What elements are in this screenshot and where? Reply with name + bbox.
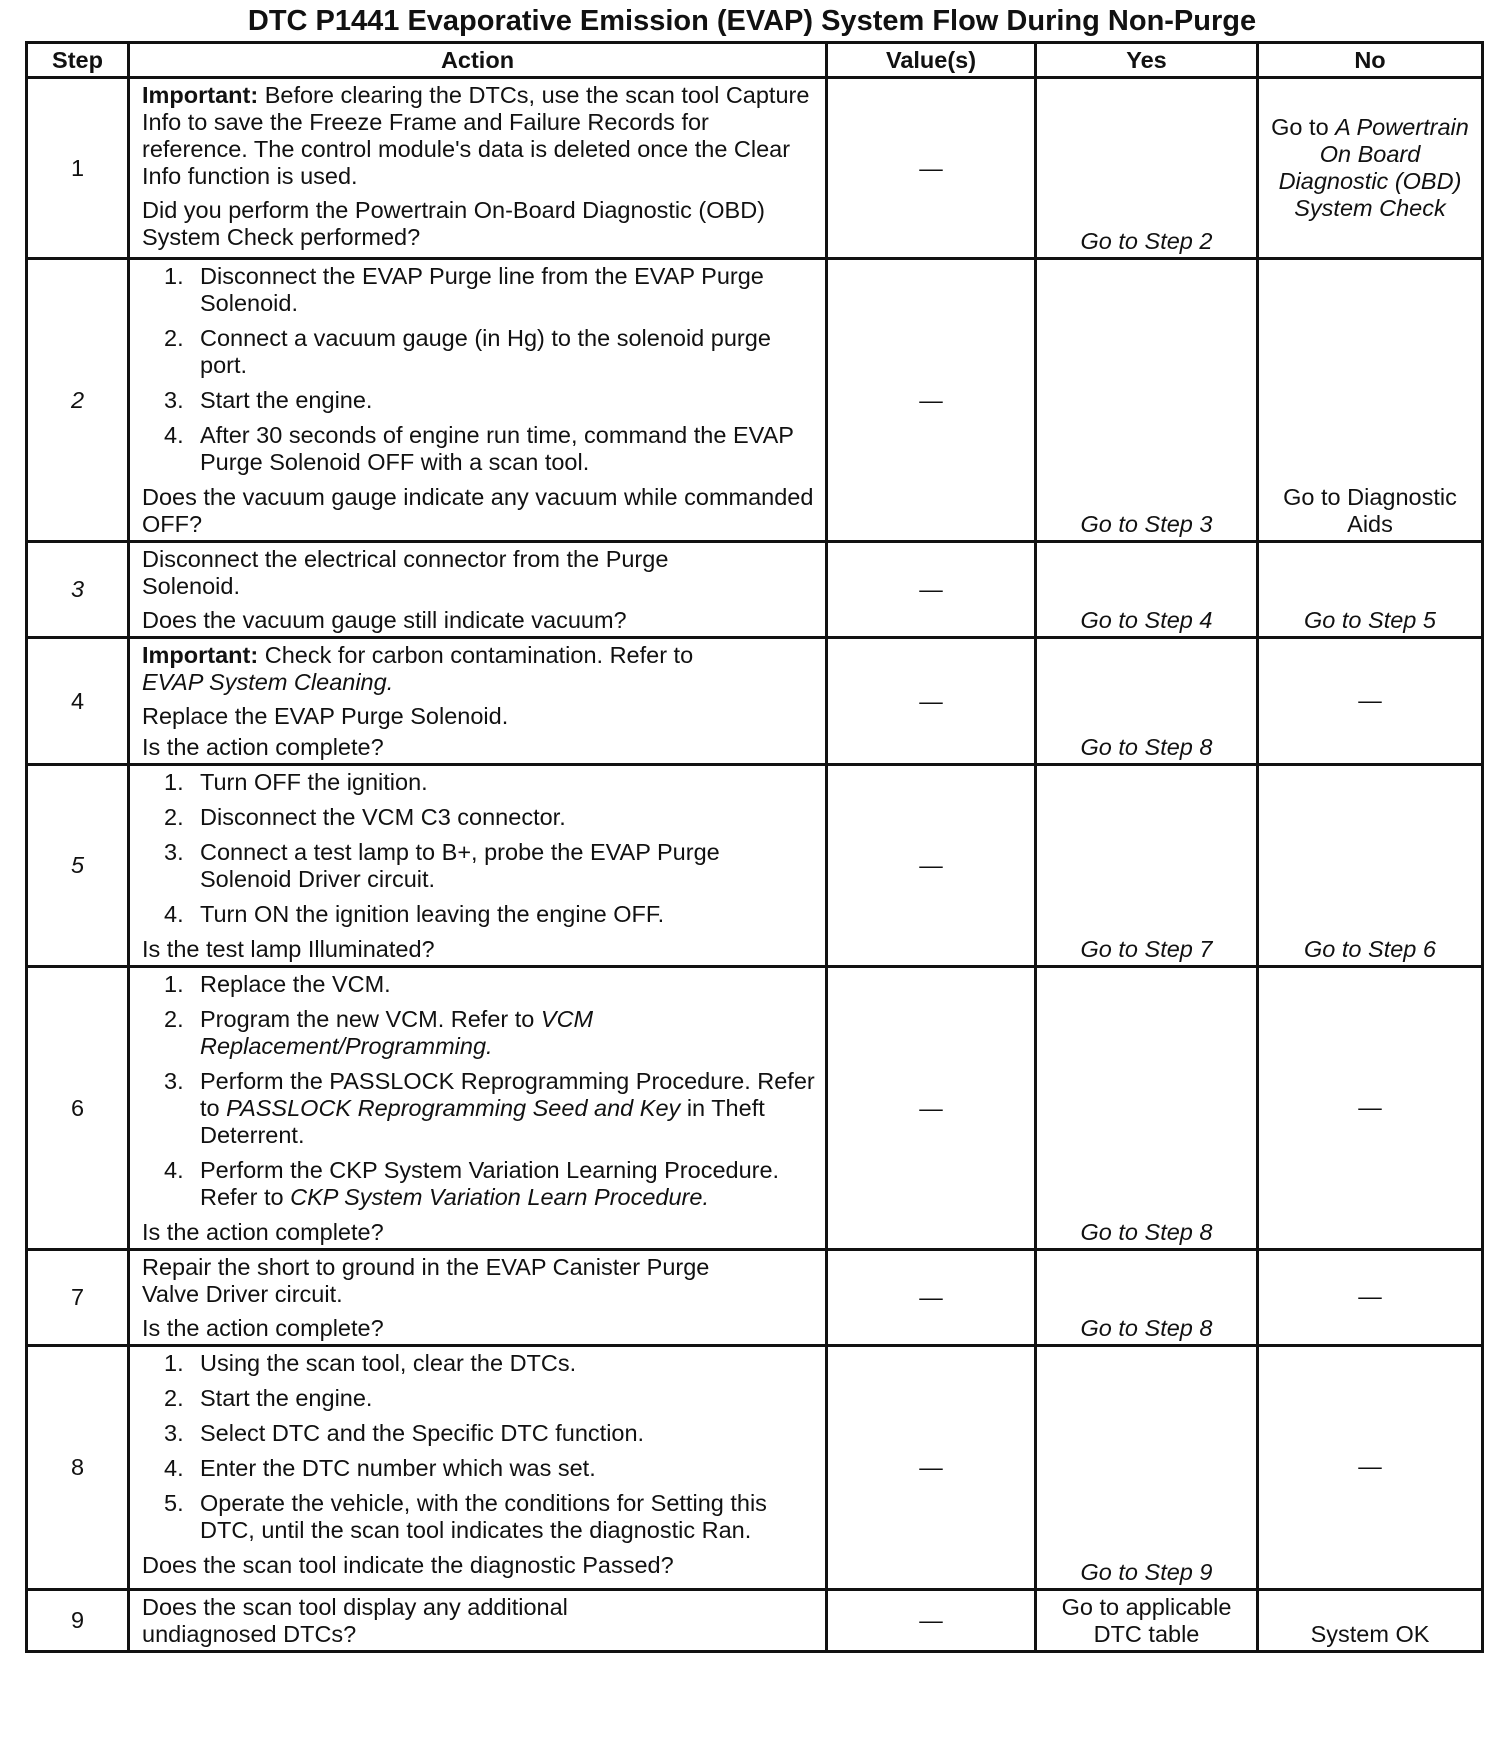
no-prefix: Go to	[1271, 114, 1329, 140]
yes-cell[interactable]: Go to Step 8	[1036, 638, 1258, 765]
action-cell	[129, 78, 827, 259]
action-cell	[129, 967, 827, 1250]
value-cell: —	[827, 1346, 1036, 1590]
action-question: Is the test lamp Illuminated?	[142, 936, 435, 962]
yes-cell[interactable]: Go to Step 2	[1036, 78, 1258, 259]
value-cell: —	[827, 78, 1036, 259]
yes-cell[interactable]: Go to Step 8	[1036, 1250, 1258, 1346]
step-number: 3	[27, 542, 129, 638]
list-item: 1. Replace the VCM.	[164, 971, 391, 997]
table-row	[27, 638, 1483, 765]
important-note	[142, 642, 817, 696]
list-item: 3. Perform the PASSLOCK Reprogramming Procedure. Refer to PASSLOCK Reprogramming Seed and Key in Theft Deterrent.	[164, 1068, 815, 1148]
list-item: 2. Connect a vacuum gauge (in Hg) to the solenoid purge port.	[164, 325, 771, 378]
table-row	[27, 1250, 1483, 1346]
table-row	[27, 765, 1483, 967]
no-cell: —	[1258, 638, 1483, 765]
important-text: Check for carbon contamination. Refer to	[264, 642, 694, 668]
action-question: Does the vacuum gauge still indicate vacuum?	[142, 607, 627, 633]
list-item: 1. Disconnect the EVAP Purge line from the EVAP Purge Solenoid.	[164, 263, 764, 316]
important-label: Important:	[142, 642, 259, 668]
list-item: 2. Start the engine.	[164, 1385, 373, 1411]
yes-cell[interactable]: Go to Step 8	[1036, 967, 1258, 1250]
important-label: Important:	[142, 82, 259, 108]
reference-link[interactable]: PASSLOCK Reprogramming Seed and Key	[226, 1095, 681, 1121]
action-text: Disconnect the electrical connector from the Purge Solenoid.	[142, 546, 669, 599]
important-text: Before clearing the DTCs, use the scan tool Capture Info to save the Freeze Frame and Failure Records for reference. The control module's data is deleted once the Clear Info function is used.	[142, 82, 810, 189]
yes-cell[interactable]: Go to Step 7	[1036, 765, 1258, 967]
table-row	[27, 259, 1483, 542]
header-no: No	[1258, 43, 1483, 78]
document-title: DTC P1441 Evaporative Emission (EVAP) System Flow During Non-Purge	[247, 5, 1257, 37]
list-item: 4. After 30 seconds of engine run time, command the EVAP Purge Solenoid OFF with a scan tool.	[164, 422, 794, 475]
action-text: Repair the short to ground in the EVAP Canister Purge Valve Driver circuit.	[142, 1254, 710, 1307]
action-text: Replace the EVAP Purge Solenoid.	[142, 703, 509, 729]
no-cell: System OK	[1258, 1590, 1483, 1652]
value-cell: —	[827, 967, 1036, 1250]
step-number: 8	[27, 1346, 129, 1590]
action-steps	[142, 971, 817, 1211]
no-link[interactable]: A Powertrain On Board Diagnostic (OBD) System Check	[1278, 114, 1469, 221]
value-cell: —	[827, 259, 1036, 542]
reference-link[interactable]: VCM Replacement/Programming.	[200, 1006, 594, 1059]
action-cell	[129, 1346, 827, 1590]
no-cell: —	[1258, 967, 1483, 1250]
header-yes: Yes	[1036, 43, 1258, 78]
step-number: 2	[27, 259, 129, 542]
action-steps	[142, 769, 817, 928]
step-number: 5	[27, 765, 129, 967]
header-step: Step	[27, 43, 129, 78]
header-values: Value(s)	[827, 43, 1036, 78]
action-question: Did you perform the Powertrain On-Board Diagnostic (OBD) System Check performed?	[142, 197, 765, 250]
no-cell[interactable]: Go to Step 6	[1258, 765, 1483, 967]
value-cell: —	[827, 765, 1036, 967]
action-question: Does the scan tool indicate the diagnostic Passed?	[142, 1552, 674, 1578]
list-item: 3. Start the engine.	[164, 387, 373, 413]
action-cell	[129, 259, 827, 542]
diagnostic-table	[25, 41, 1484, 1653]
action-question: Is the action complete?	[142, 734, 384, 760]
step-number: 1	[27, 78, 129, 259]
important-note	[142, 82, 817, 190]
no-cell[interactable]: Go to Step 5	[1258, 542, 1483, 638]
list-item: 5. Operate the vehicle, with the conditions for Setting this DTC, until the scan tool indicates the diagnostic Ran.	[164, 1490, 767, 1543]
list-item: 3. Select DTC and the Specific DTC function.	[164, 1420, 645, 1446]
value-cell: —	[827, 638, 1036, 765]
table-row	[27, 1346, 1483, 1590]
action-question: Does the vacuum gauge indicate any vacuum while commanded OFF?	[142, 484, 814, 537]
step-number: 7	[27, 1250, 129, 1346]
table-row	[27, 78, 1483, 259]
list-item: 2. Disconnect the VCM C3 connector.	[164, 804, 566, 830]
step-number: 4	[27, 638, 129, 765]
action-question: Is the action complete?	[142, 1315, 384, 1341]
value-cell: —	[827, 1250, 1036, 1346]
table-row	[27, 542, 1483, 638]
list-item: 4. Enter the DTC number which was set.	[164, 1455, 596, 1481]
step-number: 9	[27, 1590, 129, 1652]
list-item: 4. Turn ON the ignition leaving the engine OFF.	[164, 901, 665, 927]
yes-cell[interactable]: Go to applicable DTC table	[1036, 1590, 1258, 1652]
step-number: 6	[27, 967, 129, 1250]
table-header-row	[27, 43, 1483, 78]
action-cell	[129, 638, 827, 765]
yes-cell[interactable]: Go to Step 9	[1036, 1346, 1258, 1590]
list-item: 2. Program the new VCM. Refer to VCM Replacement/Programming.	[164, 1006, 594, 1059]
action-steps	[142, 1350, 817, 1544]
no-cell: —	[1258, 1250, 1483, 1346]
action-question: Does the scan tool display any additional undiagnosed DTCs?	[142, 1594, 568, 1647]
yes-cell[interactable]: Go to Step 4	[1036, 542, 1258, 638]
no-cell: —	[1258, 1346, 1483, 1590]
list-item: 1. Using the scan tool, clear the DTCs.	[164, 1350, 577, 1376]
reference-link[interactable]: CKP System Variation Learn Procedure.	[290, 1184, 709, 1210]
value-cell: —	[827, 1590, 1036, 1652]
action-cell	[129, 765, 827, 967]
list-item: 3. Connect a test lamp to B+, probe the EVAP Purge Solenoid Driver circuit.	[164, 839, 720, 892]
yes-cell[interactable]: Go to Step 3	[1036, 259, 1258, 542]
value-cell: —	[827, 542, 1036, 638]
reference-link[interactable]: EVAP System Cleaning.	[142, 669, 394, 695]
action-cell	[129, 1250, 827, 1346]
no-cell[interactable]	[1258, 78, 1483, 259]
action-cell	[129, 542, 827, 638]
header-action: Action	[129, 43, 827, 78]
action-question: Is the action complete?	[142, 1219, 384, 1245]
list-item: 4. Perform the CKP System Variation Learning Procedure. Refer to CKP System Variation Learn Procedure.	[164, 1157, 780, 1210]
table-row	[27, 967, 1483, 1250]
table-row	[27, 1590, 1483, 1652]
list-item: 1. Turn OFF the ignition.	[164, 769, 428, 795]
action-cell	[129, 1590, 827, 1652]
no-cell[interactable]: Go to Diagnostic Aids	[1258, 259, 1483, 542]
action-steps	[142, 263, 817, 476]
